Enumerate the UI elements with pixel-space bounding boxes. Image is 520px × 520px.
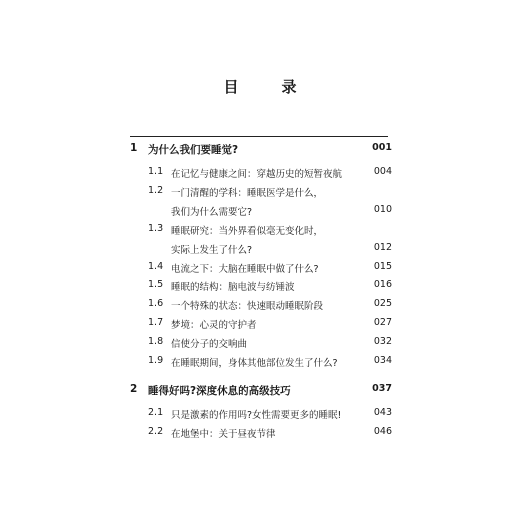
section-page: 043 — [373, 406, 392, 418]
section-row — [0, 279, 520, 295]
section-row — [0, 355, 520, 371]
section-page: 004 — [373, 166, 392, 177]
section-number: 1.2 — [148, 184, 164, 196]
section-page: 015 — [373, 260, 392, 272]
section-number: 1.5 — [148, 279, 164, 291]
section-number: 1.4 — [148, 260, 164, 272]
section-page: 016 — [373, 279, 392, 291]
section-title: 一门清醒的学科：睡眠医学是什么， — [171, 187, 324, 199]
section-number: 1.1 — [148, 166, 164, 177]
section-page: 010 — [373, 203, 392, 215]
section-number: 1.9 — [148, 355, 164, 366]
section-row — [0, 407, 520, 423]
section-page: 012 — [373, 241, 392, 253]
chapter-number: 1 — [130, 142, 138, 154]
section-title: 信使分子的交响曲 — [171, 339, 248, 351]
section-row — [0, 261, 520, 277]
section-title: 只是激素的作用吗?女性需要更多的睡眠! — [171, 409, 342, 421]
page-title: 目 录 — [223, 78, 311, 96]
chapter-page: 037 — [372, 382, 392, 394]
section-title: 睡眠研究：当外界看似毫无变化时， — [171, 225, 324, 237]
section-row — [0, 426, 520, 442]
section-number: 2.2 — [148, 425, 164, 437]
section-title: 一个特殊的状态：快速眼动睡眠阶段 — [171, 301, 324, 313]
section-row — [0, 204, 520, 220]
section-page: 032 — [373, 336, 392, 348]
section-number: 1.8 — [148, 336, 164, 348]
chapter-title: 为什么我们要睡觉? — [148, 144, 239, 156]
section-page: 034 — [373, 355, 392, 366]
section-page: 027 — [373, 317, 392, 329]
section-row — [0, 317, 520, 333]
section-page: 025 — [373, 298, 392, 310]
section-number: 2.1 — [148, 406, 164, 418]
section-row — [0, 242, 520, 258]
section-row — [0, 185, 520, 201]
divider-line — [130, 136, 388, 137]
chapter-number: 2 — [130, 382, 138, 395]
section-number: 1.7 — [148, 317, 164, 329]
section-row — [0, 336, 520, 352]
section-number: 1.6 — [148, 298, 164, 310]
section-title: 电流之下：大脑在睡眠中做了什么? — [171, 263, 319, 275]
chapter-page: 001 — [372, 142, 392, 153]
section-row — [0, 166, 520, 182]
section-title: 在记忆与健康之间：穿越历史的短暂夜航 — [171, 169, 343, 180]
section-title: 睡眠的结构：脑电波与纺锤波 — [171, 282, 295, 294]
section-title: 在睡眠期间，身体其他部位发生了什么? — [171, 358, 338, 369]
section-title: 梦境：心灵的守护者 — [171, 320, 257, 332]
section-title: 我们为什么需要它? — [171, 206, 253, 218]
chapter-row — [0, 383, 520, 399]
section-number: 1.3 — [148, 222, 164, 234]
section-title: 在地堡中：关于昼夜节律 — [171, 428, 276, 440]
section-row — [0, 298, 520, 314]
chapter-title: 睡得好吗?深度休息的高级技巧 — [148, 384, 291, 397]
section-title: 实际上发生了什么? — [171, 244, 253, 256]
section-page: 046 — [373, 425, 392, 437]
chapter-row — [0, 142, 520, 158]
section-row — [0, 223, 520, 239]
